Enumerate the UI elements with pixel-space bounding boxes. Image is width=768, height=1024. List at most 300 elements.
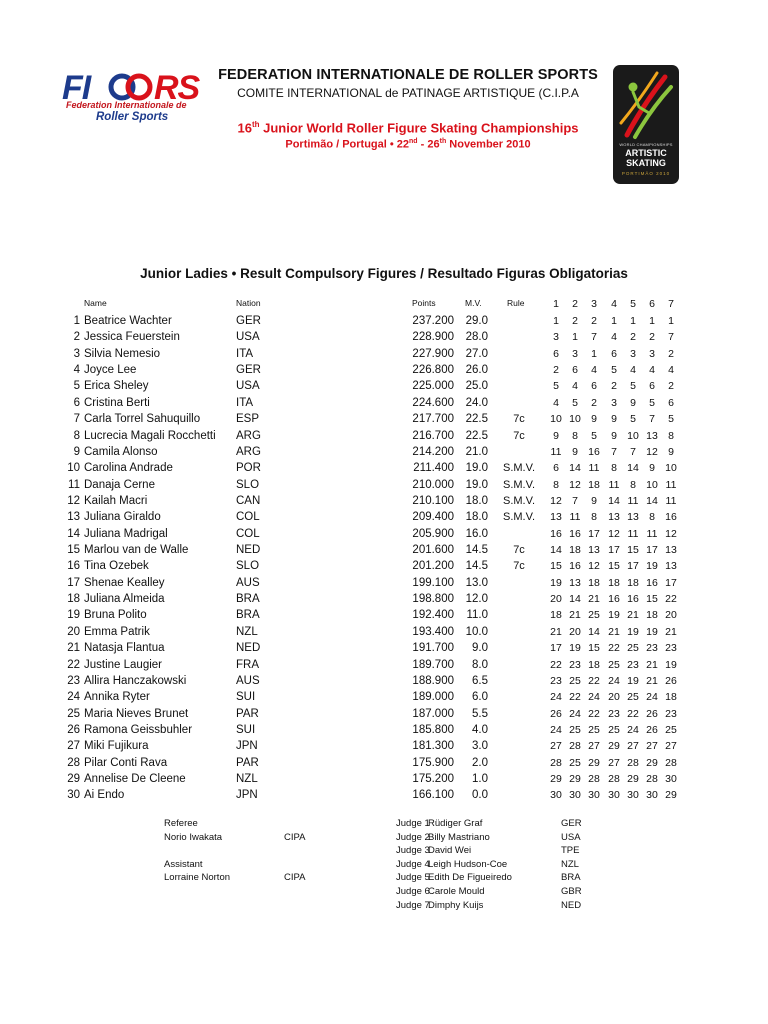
judge-7-cell: 8	[668, 429, 674, 442]
col-name: Name	[84, 298, 107, 308]
judge-5-cell: 1	[630, 315, 636, 327]
judge-6-cell: 1	[649, 315, 655, 327]
col-judge-4: 4	[611, 298, 617, 310]
table-row	[0, 625, 768, 641]
rank-cell: 30	[67, 789, 80, 802]
rank-cell: 26	[67, 723, 80, 736]
judge-7-cell: 22	[665, 593, 677, 606]
table-row	[0, 772, 768, 788]
mv-cell: 0.0	[472, 789, 488, 802]
judge-2-cell: 14	[569, 593, 581, 606]
badge-skating: SKATING	[626, 158, 666, 168]
venue-dates	[198, 138, 618, 151]
judge-6-cell: 6	[649, 380, 655, 393]
nation-cell: PAR	[236, 756, 259, 769]
judge-2-cell: 7	[572, 494, 578, 507]
judge-5-cell: 21	[627, 609, 639, 622]
mv-cell: 5.5	[472, 707, 488, 720]
judge-3-cell: 15	[588, 642, 600, 655]
judge-2-cell: 10	[569, 413, 581, 426]
judge-1-cell: 13	[550, 511, 562, 524]
judge-3-cell: 30	[588, 789, 600, 802]
judge-label: Judge 2	[396, 831, 430, 843]
name-cell: Kailah Macri	[84, 494, 148, 507]
rank-cell: 28	[67, 756, 80, 769]
judge-7-cell: 28	[665, 756, 677, 769]
table-row	[0, 314, 768, 330]
table-row	[0, 510, 768, 526]
judge-2-cell: 23	[569, 658, 581, 671]
assistant-org: CIPA	[284, 872, 306, 883]
mv-cell: 14.5	[465, 544, 488, 557]
points-cell: 191.700	[412, 642, 454, 655]
mv-cell: 18.0	[465, 494, 488, 507]
judge-4-cell: 7	[611, 445, 617, 458]
mv-cell: 19.0	[465, 478, 488, 491]
judge-7-cell: 4	[668, 364, 674, 377]
rank-cell: 23	[67, 674, 80, 687]
judge-2-cell: 16	[569, 527, 581, 540]
judge-4-cell: 6	[611, 347, 617, 360]
judge-7-cell: 13	[665, 560, 677, 573]
points-cell: 199.100	[412, 576, 454, 589]
table-row	[0, 347, 768, 363]
judge-6-cell: 5	[649, 396, 655, 409]
table-row	[0, 690, 768, 706]
judge-label: Judge 7	[396, 899, 430, 911]
rank-cell: 16	[67, 560, 80, 573]
judge-5-cell: 2	[630, 331, 636, 344]
judge-1-cell: 24	[550, 691, 562, 704]
judge-1-cell: 11	[550, 445, 562, 458]
name-cell: Shenae Kealley	[84, 576, 165, 589]
points-cell: 198.800	[412, 593, 454, 606]
judge-6-cell: 4	[649, 364, 655, 377]
judge-4-cell: 25	[608, 658, 620, 671]
col-judge-1: 1	[553, 298, 559, 310]
judge-7-cell: 12	[665, 527, 677, 540]
rank-cell: 4	[73, 364, 80, 377]
mv-cell: 19.0	[465, 462, 488, 475]
judge-2-cell: 29	[569, 773, 581, 786]
mv-cell: 16.0	[465, 527, 488, 540]
judge-6-cell: 8	[649, 511, 655, 524]
judge-4-cell: 1	[611, 315, 617, 327]
name-cell: Erica Sheley	[84, 380, 149, 393]
judge-1-cell: 28	[550, 756, 562, 769]
rank-cell: 10	[67, 462, 80, 475]
name-cell: Maria Nieves Brunet	[84, 707, 189, 720]
table-row	[0, 739, 768, 755]
judge-nation: BRA	[561, 872, 581, 884]
table-row	[0, 608, 768, 624]
mv-cell: 25.0	[465, 380, 488, 393]
judge-3-cell: 8	[591, 511, 597, 524]
judge-6-cell: 30	[646, 789, 658, 802]
judge-2-cell: 11	[569, 511, 581, 524]
judge-2-cell: 1	[572, 331, 578, 344]
judge-5-cell: 11	[627, 527, 639, 540]
rank-cell: 3	[73, 347, 80, 360]
nation-cell: ESP	[236, 413, 260, 426]
judge-3-cell: 1	[591, 347, 597, 360]
judge-6-cell: 21	[646, 658, 658, 671]
judge-6-cell: 12	[646, 445, 658, 458]
mv-cell: 28.0	[465, 331, 488, 344]
table-row	[0, 396, 768, 412]
judge-5-cell: 18	[627, 576, 639, 589]
venue-part-b: - 26	[417, 138, 440, 151]
table-row	[0, 412, 768, 428]
skater-emblem-icon	[613, 65, 679, 141]
judge-1-cell: 19	[550, 576, 562, 589]
mv-cell: 22.5	[465, 413, 488, 426]
judge-7-cell: 23	[665, 707, 677, 720]
points-cell: 192.400	[412, 609, 454, 622]
nation-cell: FRA	[236, 658, 259, 671]
name-cell: Juliana Almeida	[84, 593, 165, 606]
table-row	[0, 543, 768, 559]
judge-2-cell: 20	[569, 625, 581, 638]
judge-4-cell: 13	[608, 511, 620, 524]
world-championships-badge	[613, 65, 679, 184]
judge-1-cell: 9	[553, 429, 559, 442]
mv-cell: 22.5	[465, 429, 488, 442]
judge-7-cell: 2	[668, 347, 674, 360]
points-cell: 188.900	[412, 674, 454, 687]
points-cell: 189.000	[412, 691, 454, 704]
judge-2-cell: 8	[572, 429, 578, 442]
judge-1-cell: 6	[553, 347, 559, 360]
judge-label: Judge 4	[396, 858, 430, 870]
judge-4-cell: 8	[611, 462, 617, 475]
nation-cell: NED	[236, 642, 261, 655]
judge-2-cell: 21	[569, 609, 581, 622]
judge-2-cell: 4	[572, 380, 578, 393]
judge-4-cell: 23	[608, 707, 620, 720]
rank-cell: 22	[67, 658, 80, 671]
name-cell: Joyce Lee	[84, 364, 137, 377]
mv-cell: 21.0	[465, 445, 488, 458]
judge-4-cell: 4	[611, 331, 617, 344]
judge-4-cell: 9	[611, 429, 617, 442]
points-cell: 227.900	[412, 347, 454, 360]
judge-5-cell: 25	[627, 642, 639, 655]
roller-wheel-icon	[106, 72, 154, 102]
table-row	[0, 788, 768, 804]
nation-cell: CAN	[236, 494, 261, 507]
judge-6-cell: 28	[646, 773, 658, 786]
judge-7-cell: 30	[665, 773, 677, 786]
points-cell: 193.400	[412, 625, 454, 638]
judge-1-cell: 23	[550, 674, 562, 687]
rank-cell: 17	[67, 576, 80, 589]
col-judge-2: 2	[572, 298, 578, 310]
badge-line-1: WORLD CHAMPIONSHIPS	[619, 142, 673, 147]
judge-5-cell: 28	[627, 756, 639, 769]
judge-6-cell: 24	[646, 691, 658, 704]
mv-cell: 6.0	[472, 691, 488, 704]
judge-1-cell: 3	[553, 331, 559, 344]
points-cell: 225.000	[412, 380, 454, 393]
judge-3-cell: 28	[588, 773, 600, 786]
judge-7-cell: 1	[668, 315, 674, 327]
nation-cell: JPN	[236, 789, 258, 802]
judge-6-cell: 27	[646, 740, 658, 753]
judge-4-cell: 25	[608, 723, 620, 736]
judge-7-cell: 25	[665, 723, 677, 736]
judge-4-cell: 28	[608, 773, 620, 786]
judge-4-cell: 24	[608, 674, 620, 687]
results-table	[0, 314, 768, 805]
judge-3-cell: 2	[591, 396, 597, 409]
venue-part-c: November 2010	[446, 138, 531, 151]
judge-6-cell: 3	[649, 347, 655, 360]
judge-4-cell: 2	[611, 380, 617, 393]
points-cell: 187.000	[412, 707, 454, 720]
points-cell: 185.800	[412, 723, 454, 736]
name-cell: Tina Ozebek	[84, 560, 149, 573]
nation-cell: COL	[236, 527, 260, 540]
rank-cell: 29	[67, 773, 80, 786]
judge-2-cell: 30	[569, 789, 581, 802]
judge-3-cell: 9	[591, 494, 597, 507]
name-cell: Marlou van de Walle	[84, 544, 189, 557]
judge-6-cell: 9	[649, 462, 655, 475]
name-cell: Ramona Geissbuhler	[84, 723, 193, 736]
rank-cell: 13	[67, 511, 80, 524]
judge-2-cell: 18	[569, 544, 581, 557]
judge-3-cell: 24	[588, 691, 600, 704]
name-cell: Ai Endo	[84, 789, 125, 802]
judge-7-cell: 29	[665, 789, 677, 802]
document-title: Junior Ladies • Result Compulsory Figures / Resultado Figuras Obligatorias	[140, 266, 628, 281]
judge-2-cell: 16	[569, 560, 581, 573]
name-cell: Carolina Andrade	[84, 462, 173, 475]
judge-5-cell: 3	[630, 347, 636, 360]
nation-cell: SLO	[236, 478, 260, 491]
judge-nation: USA	[561, 831, 581, 843]
judge-3-cell: 11	[588, 462, 600, 475]
judge-3-cell: 14	[588, 625, 600, 638]
judge-2-cell: 9	[572, 445, 578, 458]
referee-org: CIPA	[284, 832, 306, 843]
name-cell: Emma Patrik	[84, 625, 150, 638]
judge-1-cell: 2	[553, 364, 559, 377]
judge-name: Edith De Figueiredo	[428, 872, 512, 884]
name-cell: Juliana Madrigal	[84, 527, 168, 540]
judge-6-cell: 16	[646, 576, 658, 589]
judge-7-cell: 17	[665, 576, 677, 589]
judge-2-cell: 12	[569, 478, 581, 491]
rank-cell: 7	[73, 413, 80, 426]
judge-2-cell: 28	[569, 740, 581, 753]
judge-6-cell: 19	[646, 560, 658, 573]
judge-1-cell: 24	[550, 723, 562, 736]
table-row	[0, 330, 768, 346]
nation-cell: AUS	[236, 576, 260, 589]
judge-nation: TPE	[561, 845, 580, 857]
name-cell: Camila Alonso	[84, 445, 158, 458]
col-mv: M.V.	[465, 298, 482, 308]
judge-nation: GBR	[561, 886, 582, 897]
table-row	[0, 461, 768, 477]
table-row	[0, 674, 768, 690]
judge-label: Judge 1	[396, 818, 430, 829]
judge-1-cell: 15	[550, 560, 562, 573]
nation-cell: NZL	[236, 625, 258, 638]
judge-4-cell: 18	[608, 576, 620, 589]
points-cell: 166.100	[412, 789, 454, 802]
judge-3-cell: 21	[588, 593, 600, 606]
mv-cell: 11.0	[466, 609, 488, 622]
firs-logo	[62, 68, 212, 128]
judge-4-cell: 11	[608, 478, 620, 491]
judge-4-cell: 15	[608, 560, 620, 573]
judge-nation: GER	[561, 818, 582, 829]
judge-3-cell: 9	[591, 413, 597, 426]
judge-4-cell: 5	[611, 364, 617, 377]
mv-cell: 3.0	[472, 740, 488, 753]
judge-name: Rüdiger Graf	[428, 818, 483, 829]
points-cell: 211.400	[413, 462, 454, 475]
rank-cell: 2	[73, 331, 80, 344]
mv-cell: 1.0	[472, 773, 488, 786]
judge-6-cell: 23	[646, 642, 658, 655]
judge-5-cell: 22	[627, 707, 639, 720]
nation-cell: POR	[236, 462, 261, 475]
judge-5-cell: 5	[630, 380, 636, 393]
mv-cell: 10.0	[465, 625, 488, 638]
nation-cell: USA	[236, 331, 260, 344]
judge-1-cell: 8	[553, 478, 559, 491]
nation-cell: SLO	[236, 560, 260, 573]
nation-cell: PAR	[236, 707, 259, 720]
judge-6-cell: 19	[646, 625, 658, 638]
judge-5-cell: 16	[627, 593, 639, 606]
championship-title	[198, 120, 618, 135]
name-cell: Allira Hanczakowski	[84, 674, 187, 687]
points-cell: 201.600	[412, 544, 454, 557]
rank-cell: 27	[67, 740, 80, 753]
table-row	[0, 707, 768, 723]
rank-cell: 12	[67, 494, 80, 507]
table-row	[0, 559, 768, 575]
judge-1-cell: 16	[550, 527, 562, 540]
name-cell: Miki Fujikura	[84, 740, 149, 753]
judge-2-cell: 6	[572, 364, 578, 377]
judge-4-cell: 19	[608, 609, 620, 622]
rank-cell: 11	[68, 478, 80, 491]
judge-1-cell: 20	[550, 593, 562, 606]
col-judge-3: 3	[591, 298, 597, 310]
judge-2-cell: 25	[569, 723, 581, 736]
judge-3-cell: 5	[591, 429, 597, 442]
table-row	[0, 641, 768, 657]
judge-3-cell: 22	[588, 707, 600, 720]
nation-cell: JPN	[236, 740, 258, 753]
assistant-label: Assistant	[164, 859, 203, 870]
judge-7-cell: 19	[665, 658, 677, 671]
rank-cell: 14	[67, 527, 80, 540]
col-judge-5: 5	[630, 298, 636, 310]
rank-cell: 24	[67, 691, 80, 704]
rank-cell: 9	[73, 445, 80, 458]
referee-name: Norio Iwakata	[164, 832, 223, 843]
judge-4-cell: 14	[608, 494, 620, 507]
nation-cell: ARG	[236, 445, 261, 458]
name-cell: Cristina Berti	[84, 396, 150, 409]
judge-1-cell: 6	[553, 462, 559, 475]
points-cell: 210.000	[412, 478, 454, 491]
logo-subtitle-1: Federation Internationale de	[66, 100, 187, 110]
nation-cell: SUI	[236, 723, 256, 736]
judge-5-cell: 7	[630, 445, 636, 458]
judge-3-cell: 12	[588, 560, 600, 573]
rank-cell: 21	[67, 642, 80, 655]
judge-7-cell: 11	[665, 478, 677, 491]
col-rule: Rule	[507, 298, 525, 308]
judge-2-cell: 25	[569, 756, 581, 769]
points-cell: 210.100	[412, 494, 454, 507]
judge-6-cell: 11	[646, 527, 658, 540]
rank-cell: 15	[67, 544, 80, 557]
points-cell: 226.800	[412, 364, 454, 377]
judge-name: David Wei	[428, 845, 472, 857]
rank-cell: 20	[67, 625, 80, 638]
points-cell: 214.200	[412, 445, 454, 458]
federation-title: FEDERATION INTERNATIONALE DE ROLLER SPORTS	[218, 67, 598, 83]
judge-7-cell: 26	[665, 674, 677, 687]
judge-7-cell: 7	[668, 331, 674, 344]
judge-label: Judge 5	[396, 872, 430, 884]
judge-6-cell: 17	[646, 544, 658, 557]
judge-7-cell: 21	[665, 625, 677, 638]
judge-6-cell: 26	[646, 707, 658, 720]
judge-4-cell: 16	[608, 593, 620, 606]
judge-nation: NZL	[561, 858, 579, 870]
judge-4-cell: 9	[611, 413, 617, 426]
judge-2-cell: 13	[569, 576, 581, 589]
points-cell: 228.900	[412, 331, 454, 344]
mv-cell: 12.0	[465, 593, 488, 606]
judge-2-cell: 5	[572, 396, 578, 409]
mv-cell: 2.0	[472, 756, 488, 769]
judge-3-cell: 25	[588, 723, 600, 736]
judge-7-cell: 16	[665, 511, 677, 524]
judge-4-cell: 30	[608, 789, 620, 802]
col-judge-6: 6	[649, 298, 655, 310]
judge-1-cell: 12	[550, 494, 562, 507]
judge-1-cell: 10	[550, 413, 562, 426]
table-row	[0, 527, 768, 543]
rank-cell: 19	[67, 609, 80, 622]
name-cell: Justine Laugier	[84, 658, 162, 671]
judge-name: Billy Mastriano	[428, 831, 490, 843]
judge-7-cell: 27	[665, 740, 677, 753]
judge-label: Judge 3	[396, 845, 430, 857]
logo-text-right: RS	[154, 69, 200, 107]
rule-cell: S.M.V.	[503, 494, 535, 507]
table-row	[0, 494, 768, 510]
col-judge-7: 7	[668, 298, 674, 310]
points-cell: 175.200	[412, 773, 454, 786]
judge-6-cell: 15	[646, 593, 658, 606]
judge-5-cell: 4	[630, 364, 636, 377]
assistant-name: Lorraine Norton	[164, 872, 231, 883]
judge-3-cell: 18	[588, 478, 600, 491]
judge-3-cell: 2	[591, 315, 597, 327]
